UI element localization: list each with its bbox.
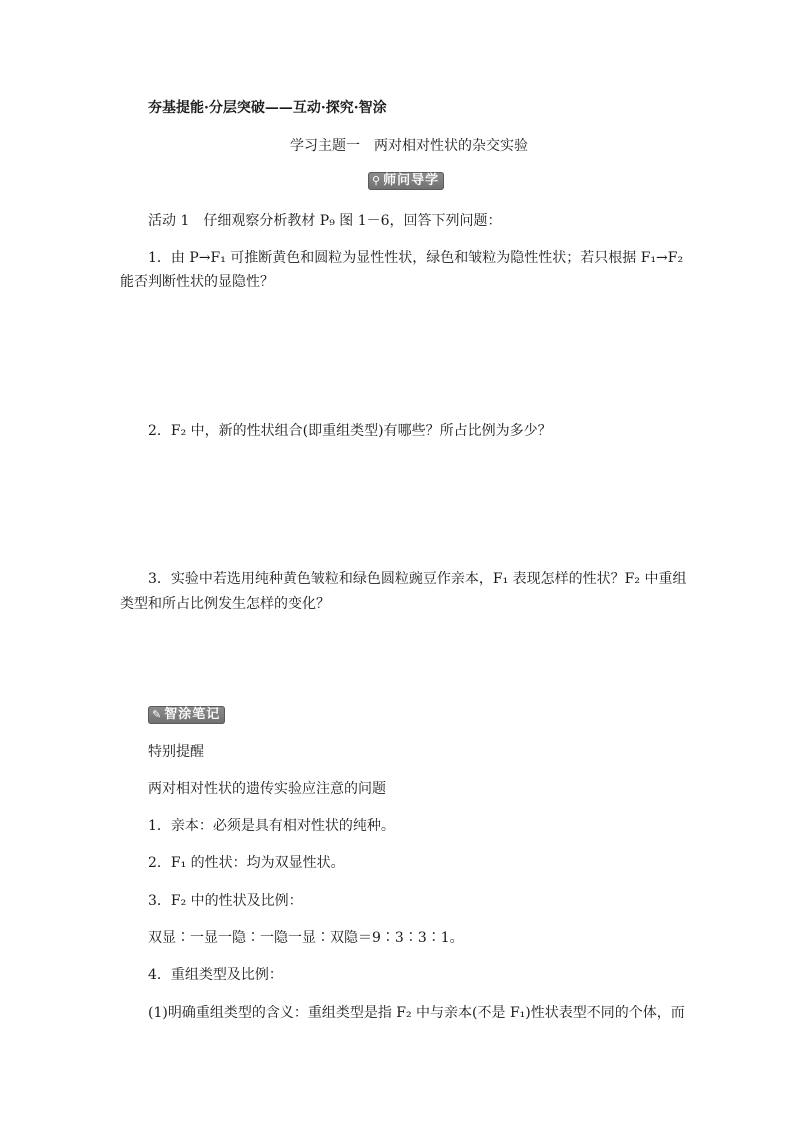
teacher-guide-badge: [368, 172, 444, 190]
notes-item-3: 3．F₂ 中的性状及比例：: [148, 893, 303, 909]
notes-heading: 特别提醒: [148, 744, 204, 760]
teacher-guide-label: 师问导学: [383, 173, 440, 188]
notes-label: 智涂笔记: [164, 707, 221, 722]
notes-item-2: 2．F₁ 的性状：均为双显性状。: [148, 855, 345, 871]
topic-title: 学习主题一 两对相对性状的杂交实验: [290, 138, 528, 154]
notes-item-1: 1．亲本：必须是具有相对性状的纯种。: [148, 818, 395, 834]
question-3-line-1: 3．实验中若选用纯种黄色皱粒和绿色圆粒豌豆作亲本，F₁ 表现怎样的性状？F₂ 中重组: [148, 571, 687, 587]
question-1-line-1: 1．由 P→F₁ 可推断黄色和圆粒为显性性状，绿色和皱粒为隐性性状；若只根据 F₁→F₂: [148, 250, 684, 266]
section-title: 夯基提能·分层突破——互动·探究·智涂: [148, 100, 387, 116]
pencil-icon: ✎: [152, 708, 163, 721]
question-3-line-2: 类型和所占比例发生怎样的变化？: [120, 596, 330, 612]
notes-item-4: 4．重组类型及比例：: [148, 967, 283, 983]
question-1-line-2: 能否判断性状的显隐性？: [120, 274, 274, 290]
question-2: 2．F₂ 中，新的性状组合(即重组类型)有哪些？所占比例为多少？: [148, 423, 552, 439]
notes-badge: [148, 706, 225, 724]
activity-intro: 活动 1 仔细观察分析教材 P₉ 图 1－6，回答下列问题：: [148, 213, 502, 229]
notes-subheading: 两对相对性状的遗传实验应注意的问题: [148, 781, 386, 797]
notes-item-3-detail: 双显∶一显一隐∶一隐一显∶双隐＝9∶3∶3∶1。: [148, 930, 464, 946]
magnifier-icon: ⚲: [372, 174, 382, 187]
notes-item-4-detail: (1)明确重组类型的含义：重组类型是指 F₂ 中与亲本(不是 F₁)性状表型不同的个体，而: [148, 1005, 685, 1021]
